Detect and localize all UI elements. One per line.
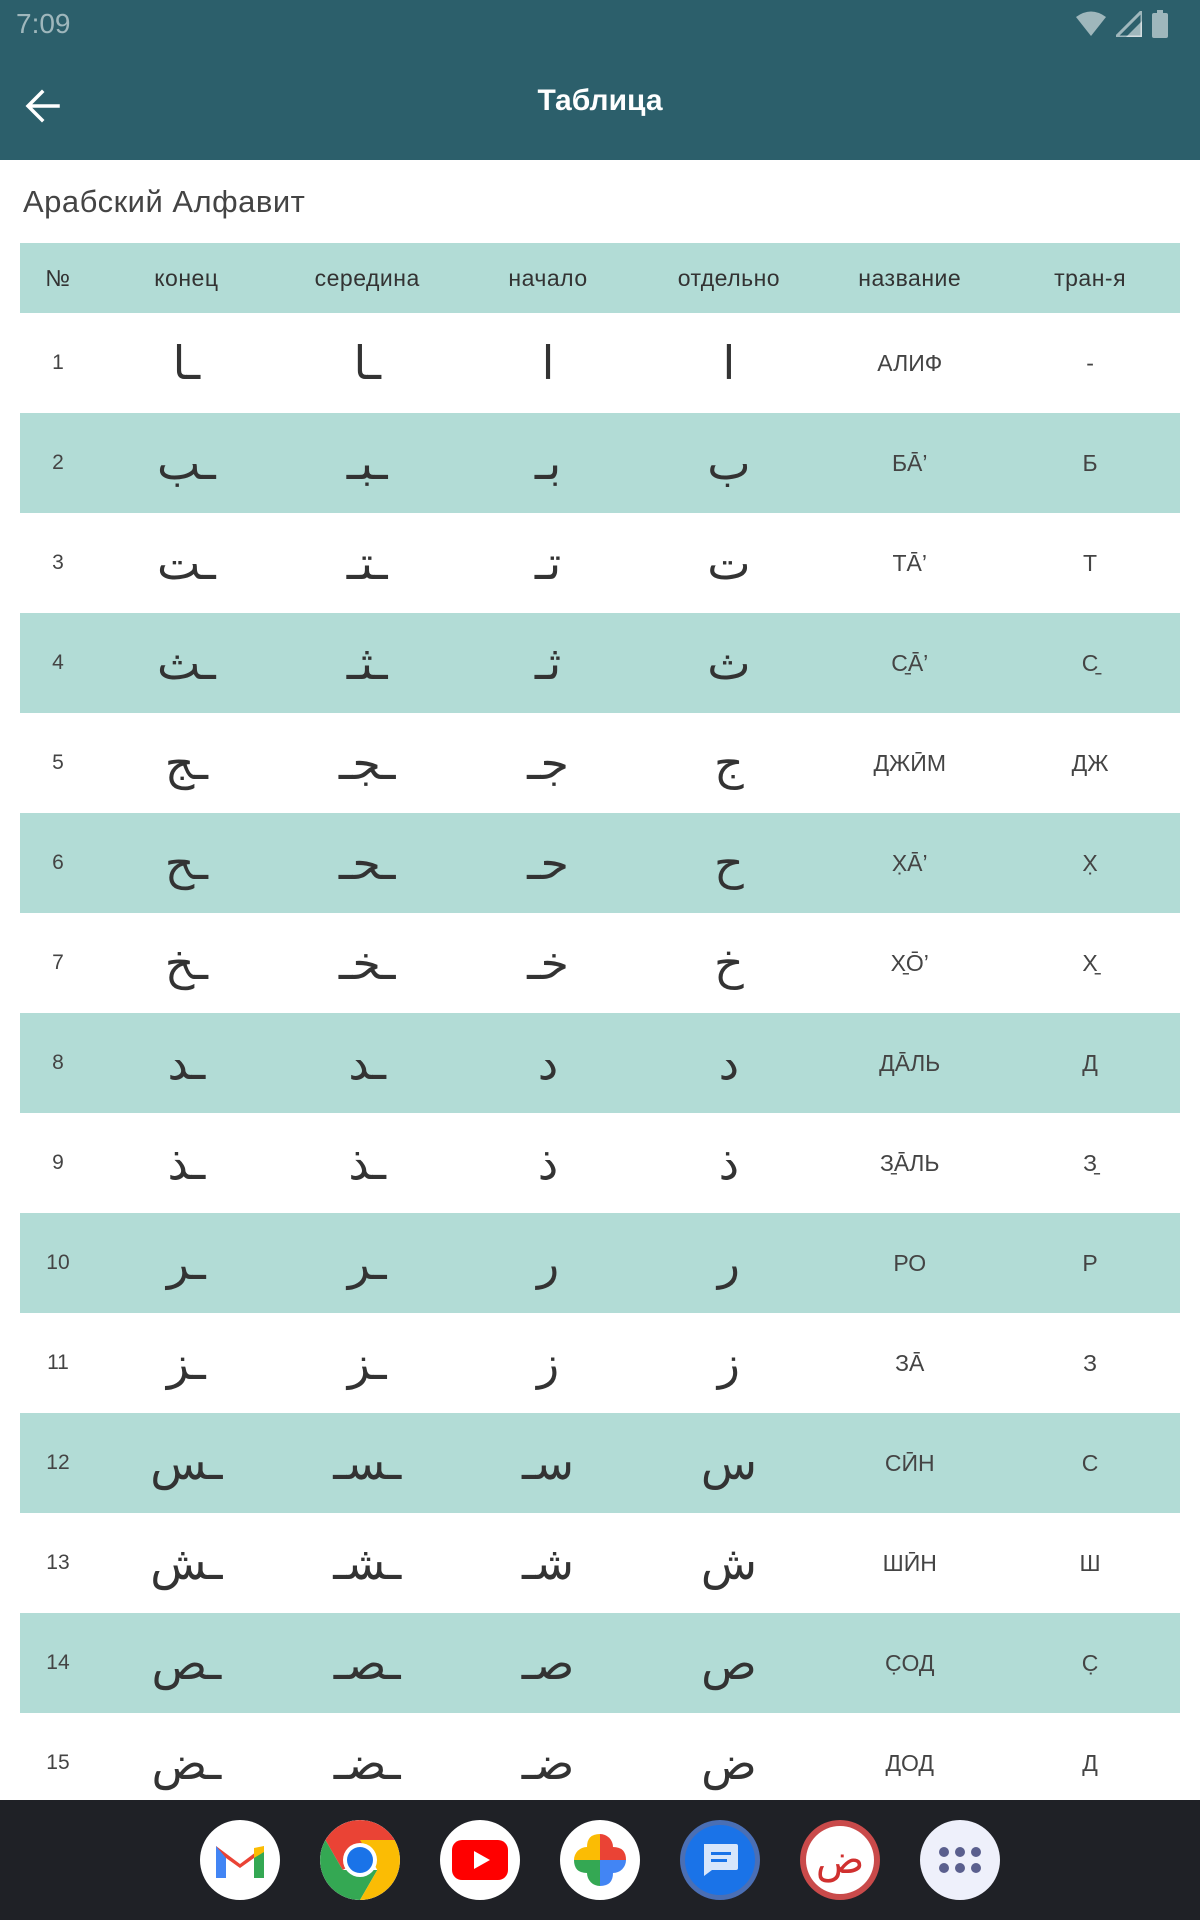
- page-title: Таблица: [537, 84, 663, 117]
- letter-transliteration: З̱: [1083, 1149, 1098, 1176]
- letter-middle-form: ـحـ: [338, 836, 396, 890]
- letter-start-form: د: [537, 1036, 559, 1090]
- letter-isolated-form: ذ: [718, 1136, 740, 1190]
- header-middle: середина: [314, 264, 420, 291]
- status-icons: [1076, 10, 1168, 38]
- letter-transliteration: З: [1083, 1349, 1098, 1376]
- row-number: 1: [52, 351, 64, 374]
- letter-start-form: بـ: [534, 436, 562, 490]
- letter-name: З̱ĀЛЬ: [880, 1149, 940, 1176]
- letter-name: АЛИФ: [877, 349, 943, 376]
- photos-icon[interactable]: [560, 1820, 640, 1900]
- row-number: 11: [47, 1351, 69, 1374]
- letter-transliteration: С̱: [1081, 649, 1099, 676]
- letter-transliteration: Р: [1082, 1249, 1098, 1276]
- letter-start-form: ر: [536, 1236, 560, 1290]
- row-number: 3: [52, 551, 64, 574]
- table-body: [20, 313, 1180, 1813]
- table-row: [20, 713, 1180, 813]
- status-time: 7:09: [16, 8, 71, 39]
- letter-name: ТĀ’: [892, 549, 927, 576]
- letter-transliteration: Т: [1083, 549, 1098, 576]
- letter-start-form: ز: [536, 1336, 560, 1390]
- letter-name: СӢН: [884, 1449, 935, 1476]
- header-start: начало: [508, 264, 588, 291]
- letter-isolated-form: ر: [717, 1236, 740, 1290]
- letter-middle-form: ـجـ: [338, 736, 396, 790]
- letter-isolated-form: د: [718, 1036, 740, 1090]
- table-row: [20, 513, 1180, 613]
- letter-middle-form: ـصـ: [333, 1636, 401, 1690]
- letter-transliteration: Х̱: [1082, 949, 1098, 976]
- letter-transliteration: ДЖ: [1071, 749, 1109, 776]
- letter-name: С̣ОД: [884, 1649, 935, 1676]
- letter-name: ДĀЛЬ: [879, 1049, 941, 1076]
- letter-end-form: ـث: [157, 636, 216, 690]
- app-drawer-icon[interactable]: [920, 1820, 1000, 1900]
- letter-start-form: جـ: [527, 736, 569, 790]
- letter-end-form: ـب: [157, 436, 216, 490]
- letter-transliteration: С̣: [1081, 1649, 1099, 1676]
- letter-isolated-form: ج: [714, 736, 744, 790]
- section-title: Арабский Алфавит: [23, 184, 306, 219]
- status-bar: [0, 0, 1200, 50]
- row-number: 12: [46, 1451, 70, 1474]
- letter-end-form: ـر: [166, 1236, 206, 1290]
- table-row: [20, 1313, 1180, 1413]
- letter-name: С̱Ā’: [891, 649, 929, 676]
- arabic-app-icon[interactable]: [800, 1820, 880, 1900]
- row-number: 7: [52, 951, 64, 974]
- letter-end-form: ـص: [151, 1636, 222, 1690]
- letter-end-form: ـت: [157, 536, 216, 590]
- letter-name: ШӢН: [882, 1549, 937, 1576]
- letter-end-form: ـد: [167, 1036, 206, 1090]
- letter-isolated-form: س: [700, 1436, 757, 1490]
- dock: [0, 1800, 1200, 1920]
- letter-transliteration: Д: [1082, 1749, 1098, 1776]
- table-row: [20, 1013, 1180, 1113]
- table-row: [20, 1613, 1180, 1713]
- letter-middle-form: ـر: [347, 1236, 387, 1290]
- letter-isolated-form: ش: [700, 1536, 757, 1590]
- letter-end-form: ـخ: [164, 936, 208, 990]
- table-header: [20, 243, 1180, 313]
- table-row: [20, 813, 1180, 913]
- table-row: [20, 413, 1180, 513]
- letter-start-form: صـ: [521, 1636, 575, 1690]
- table-row: [20, 1413, 1180, 1513]
- alphabet-table: [20, 243, 1180, 1813]
- letter-middle-form: ـشـ: [333, 1536, 402, 1590]
- letter-isolated-form: ح: [714, 836, 744, 890]
- letter-middle-form: ـسـ: [333, 1436, 402, 1490]
- table-row: [20, 1113, 1180, 1213]
- table-row: [20, 613, 1180, 713]
- letter-start-form: ضـ: [521, 1736, 575, 1790]
- row-number: 5: [52, 751, 64, 774]
- letter-name: РО: [893, 1249, 927, 1276]
- letter-isolated-form: ت: [707, 536, 751, 590]
- gmail-icon[interactable]: [200, 1820, 280, 1900]
- header-translit: тран-я: [1054, 264, 1127, 291]
- header-number: №: [45, 264, 71, 291]
- row-number: 15: [46, 1751, 70, 1774]
- letter-name: ДЖӢМ: [873, 749, 946, 776]
- table-row: [20, 313, 1180, 413]
- wifi-icon: [1076, 11, 1106, 37]
- letter-middle-form: ـضـ: [333, 1736, 401, 1790]
- row-number: 2: [52, 451, 64, 474]
- letter-start-form: شـ: [522, 1536, 575, 1590]
- letter-start-form: ثـ: [534, 636, 562, 690]
- arabic-app-glyph: ض: [815, 1837, 865, 1883]
- letter-start-form: حـ: [527, 836, 569, 890]
- header-isolated: отдельно: [677, 264, 781, 291]
- letter-middle-form: ـد: [348, 1036, 387, 1090]
- row-number: 6: [52, 851, 64, 874]
- letter-isolated-form: ص: [701, 1636, 757, 1690]
- letter-start-form: سـ: [522, 1436, 575, 1490]
- letter-middle-form: ـذ: [348, 1136, 387, 1190]
- letter-isolated-form: ض: [701, 1736, 757, 1790]
- messages-icon[interactable]: [680, 1820, 760, 1900]
- letter-start-form: خـ: [527, 936, 569, 990]
- letter-isolated-form: خ: [714, 936, 744, 990]
- letter-transliteration: Б: [1082, 449, 1098, 476]
- battery-icon: [1152, 10, 1168, 38]
- row-number: 10: [46, 1251, 70, 1274]
- row-number: 14: [46, 1651, 70, 1674]
- youtube-icon[interactable]: [440, 1820, 520, 1900]
- letter-end-form: ـا: [172, 336, 201, 390]
- letter-middle-form: ـخـ: [338, 936, 396, 990]
- row-number: 13: [46, 1551, 70, 1574]
- header-name: название: [858, 264, 962, 291]
- letter-transliteration: -: [1086, 349, 1094, 376]
- letter-start-form: ا: [541, 336, 555, 390]
- letter-transliteration: Ш: [1079, 1549, 1101, 1576]
- letter-end-form: ـج: [164, 736, 208, 790]
- letter-name: Х̣Ā’: [891, 849, 928, 876]
- letter-end-form: ـس: [150, 1436, 223, 1490]
- letter-transliteration: Х̣: [1082, 849, 1098, 876]
- letter-middle-form: ـتـ: [346, 536, 388, 590]
- row-number: 4: [52, 651, 64, 674]
- letter-name: Х̱Ō’: [890, 949, 929, 976]
- letter-name: ЗĀ: [895, 1349, 925, 1376]
- letter-isolated-form: ب: [707, 436, 751, 490]
- letter-isolated-form: ز: [717, 1336, 740, 1390]
- letter-transliteration: С: [1081, 1449, 1099, 1476]
- letter-middle-form: ـز: [347, 1336, 387, 1390]
- letter-name: ДОД: [885, 1749, 934, 1776]
- table-row: [20, 913, 1180, 1013]
- letter-end-form: ـح: [164, 836, 208, 890]
- letter-start-form: ذ: [537, 1136, 559, 1190]
- chrome-icon[interactable]: [320, 1820, 400, 1900]
- letter-start-form: تـ: [534, 536, 562, 590]
- letter-end-form: ـض: [151, 1736, 222, 1790]
- letter-transliteration: Д: [1082, 1049, 1098, 1076]
- app-bar: [0, 50, 1200, 160]
- header-end: конец: [154, 264, 219, 291]
- letter-name: БĀ’: [891, 449, 928, 476]
- table-row: [20, 1713, 1180, 1813]
- letter-isolated-form: ا: [722, 336, 736, 390]
- letter-end-form: ـذ: [167, 1136, 206, 1190]
- signal-icon: [1116, 11, 1142, 37]
- table-row: [20, 1513, 1180, 1613]
- letter-middle-form: ـبـ: [346, 436, 388, 490]
- letter-middle-form: ـثـ: [346, 636, 388, 690]
- letter-end-form: ـز: [166, 1336, 206, 1390]
- row-number: 8: [52, 1051, 64, 1074]
- table-row: [20, 1213, 1180, 1313]
- letter-isolated-form: ث: [707, 636, 751, 690]
- letter-end-form: ـش: [150, 1536, 223, 1590]
- row-number: 9: [52, 1151, 64, 1174]
- letter-middle-form: ـا: [353, 336, 381, 390]
